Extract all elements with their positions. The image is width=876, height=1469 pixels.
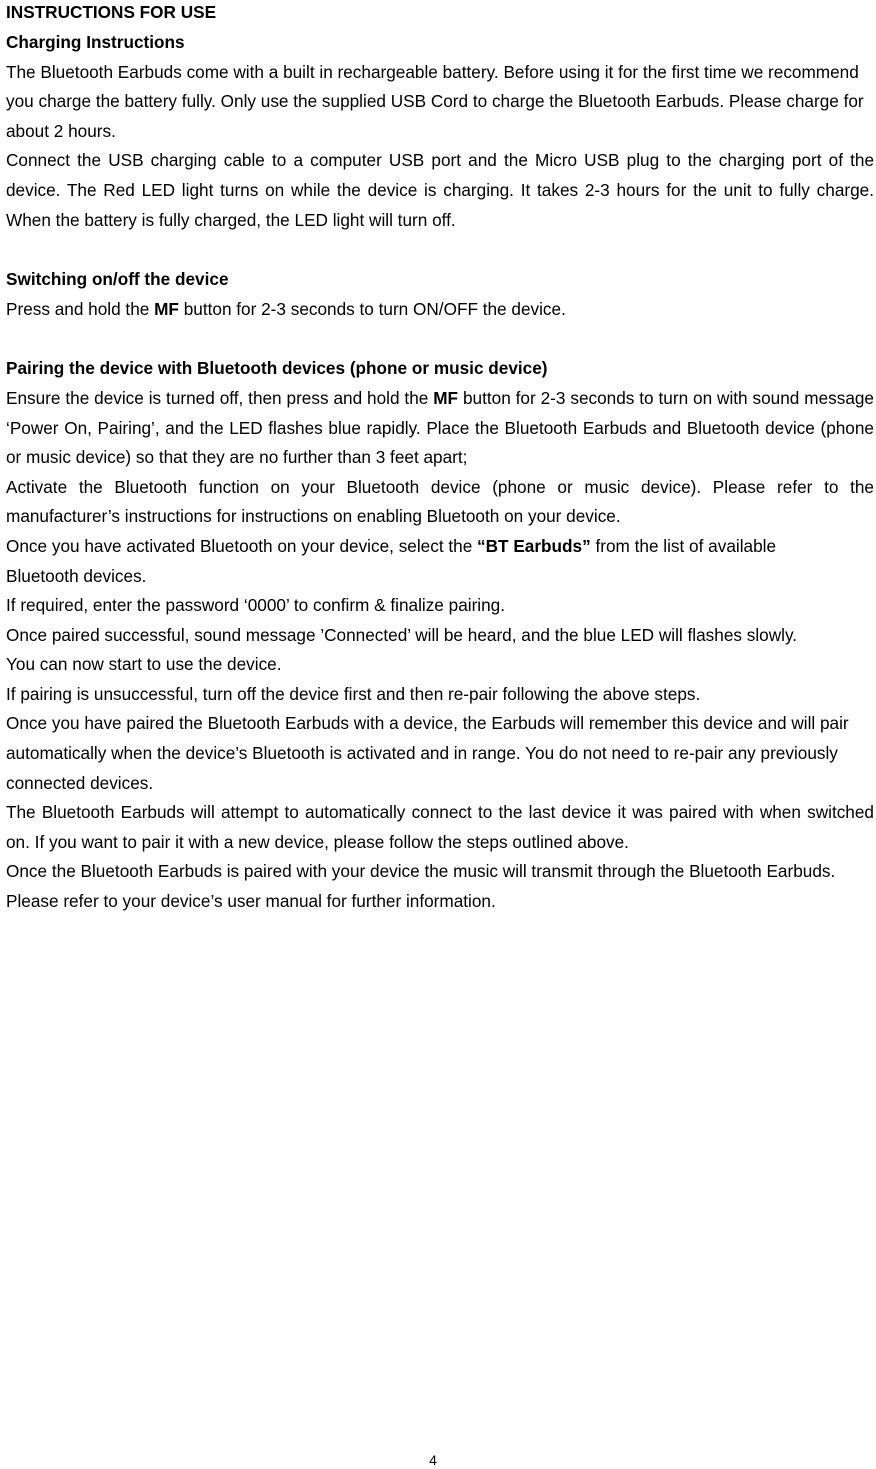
pairing-paragraph-2: Activate the Bluetooth function on your Bluetooth device (phone or music device). Please refer to the manufacturer’s instructions for instructions on enabling Bluetooth on your device. bbox=[6, 476, 874, 527]
pairing-paragraph-10: Once the Bluetooth Earbuds is paired with your device the music will transmit through the Bluetooth Earbuds. Please refer to your device’s user manual for further information. bbox=[6, 861, 836, 912]
section-heading-pairing: Pairing the device with Bluetooth devices (phone or music device) bbox=[6, 358, 548, 379]
section-heading-charging: Charging Instructions bbox=[6, 32, 185, 52]
pairing-paragraph-3 bbox=[6, 532, 851, 591]
mf-button-label: MF bbox=[433, 387, 459, 408]
pairing-paragraph-8: Once you have paired the Bluetooth Earbuds with a device, the Earbuds will remember this device and will pair automatically when the device’s Bluetooth is activated and in range. You do not need to re-pair any previously connected devices. bbox=[6, 713, 849, 793]
mf-button-label: MF bbox=[154, 298, 179, 319]
pairing-p1-text-before: Ensure the device is turned off, then press and hold the bbox=[6, 387, 434, 408]
charging-paragraph-1: The Bluetooth Earbuds come with a built in rechargeable battery. Before using it for the first time we recommend you charge the battery fully. Only use the supplied USB Cord to charge the Bluetooth Earbuds. Please charge for about 2 hours. bbox=[6, 61, 864, 141]
switching-text-after: button for 2-3 seconds to turn ON/OFF the device. bbox=[178, 298, 566, 319]
pairing-paragraph-9: The Bluetooth Earbuds will attempt to automatically connect to the last device it was paired with when switched on. If you want to pair it with a new device, please follow the steps outlined above. bbox=[6, 802, 874, 852]
pairing-paragraph-6: You can now start to use the device. bbox=[6, 654, 282, 675]
pairing-paragraph-7: If pairing is unsuccessful, turn off the device first and then re-pair following the above steps. bbox=[6, 683, 701, 704]
pairing-p1-text-after: button for 2-3 seconds to turn on with sound message ‘Power On, Pairing’, and the LED flashes blue rapidly. Place the Bluetooth Earbuds and Bluetooth device (phone or music device) so that they are no further than 3 feet apart; bbox=[6, 387, 874, 468]
switching-paragraph bbox=[6, 295, 874, 325]
pairing-paragraph-1 bbox=[6, 384, 874, 473]
document-body bbox=[6, 0, 874, 917]
device-name-label: “BT Earbuds” bbox=[477, 535, 591, 556]
section-heading-switching: Switching on/off the device bbox=[6, 269, 229, 290]
switching-text-before: Press and hold the bbox=[6, 298, 155, 319]
pairing-paragraph-5: Once paired successful, sound message ’Connected’ will be heard, and the blue LED will flashes slowly. bbox=[6, 624, 798, 645]
charging-paragraph-2: Connect the USB charging cable to a computer USB port and the Micro USB plug to the charging port of the device. The Red LED light turns on while the device is charging. It takes 2-3 hours for the unit to fully charge. When the battery is fully charged, the LED light will turn off. bbox=[6, 150, 874, 230]
pairing-p3-text-after: from the list of available Bluetooth devices. bbox=[6, 535, 777, 586]
page-number: 4 bbox=[429, 1452, 437, 1468]
pairing-paragraph-4: If required, enter the password ‘0000’ to confirm & finalize pairing. bbox=[6, 595, 506, 616]
page-title: INSTRUCTIONS FOR USE bbox=[6, 2, 217, 22]
section-spacer bbox=[6, 324, 874, 354]
section-spacer bbox=[6, 235, 874, 265]
pairing-p3-text-before: Once you have activated Bluetooth on your device, select the bbox=[6, 535, 478, 556]
